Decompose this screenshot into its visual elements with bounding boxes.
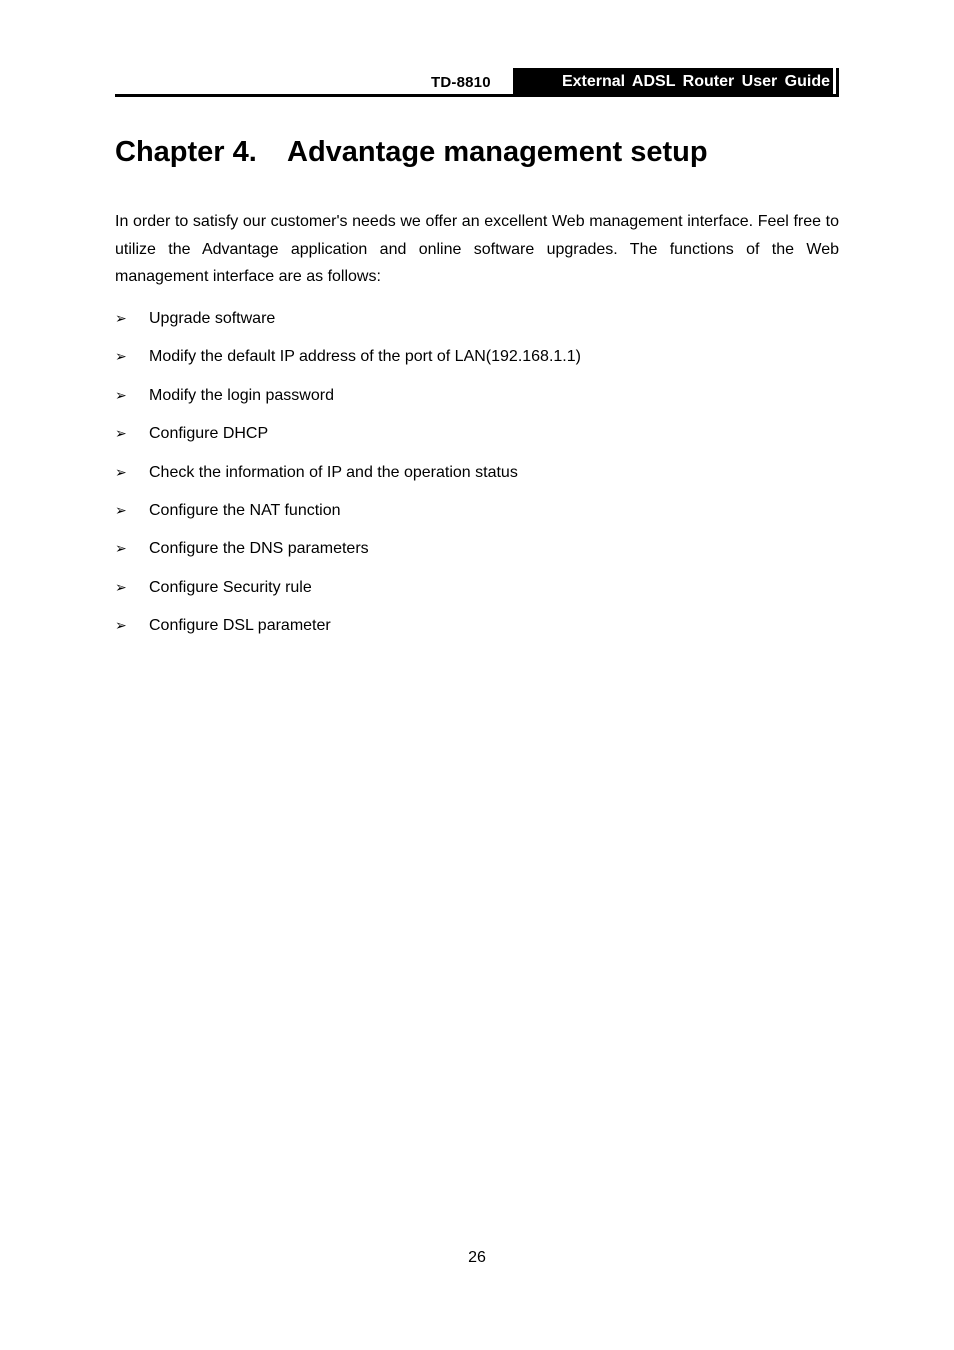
list-item-label: Modify the default IP address of the port of LAN(192.168.1.1) <box>149 348 581 366</box>
list-item-label: Configure DHCP <box>149 425 269 443</box>
chapter-title-text: Advantage management setup <box>287 136 708 168</box>
chapter-title <box>115 136 708 169</box>
list-item-label: Modify the login password <box>149 386 334 404</box>
list-item <box>115 499 839 537</box>
list-item <box>115 576 839 614</box>
list-item-label: Configure the DNS parameters <box>149 540 369 558</box>
arrowhead-bullet-icon: ➢ <box>115 541 127 558</box>
list-item <box>115 307 839 345</box>
chapter-number: Chapter 4. <box>115 136 257 168</box>
list-item-label: Configure Security rule <box>149 578 312 596</box>
list-item-label: Upgrade software <box>149 310 276 327</box>
header-guide-title: External ADSL Router User Guide <box>513 68 833 94</box>
list-item <box>115 614 839 652</box>
header-bar-edge <box>836 68 839 94</box>
page-number: 26 <box>468 1249 486 1266</box>
arrowhead-bullet-icon: ➢ <box>115 502 127 519</box>
list-item-label: Check the information of IP and the operation status <box>149 463 518 481</box>
list-item-label: Configure DSL parameter <box>149 617 331 635</box>
arrowhead-bullet-icon: ➢ <box>115 464 127 481</box>
arrowhead-bullet-icon: ➢ <box>115 618 127 635</box>
arrowhead-bullet-icon: ➢ <box>115 311 127 327</box>
arrowhead-bullet-icon: ➢ <box>115 387 127 404</box>
list-item <box>115 384 839 422</box>
list-item <box>115 422 839 460</box>
intro-paragraph: In order to satisfy our customer's needs we offer an excellent Web management interface. Feel free to utilize the Advantage application and online software upgrades. The functions of the Web management interface are as follows: <box>115 213 839 285</box>
arrowhead-bullet-icon: ➢ <box>115 426 127 443</box>
arrowhead-bullet-icon: ➢ <box>115 349 127 366</box>
page-header <box>115 68 839 97</box>
header-model: TD-8810 <box>431 74 491 91</box>
list-item-label: Configure the NAT function <box>149 501 341 519</box>
list-item <box>115 537 839 575</box>
list-item <box>115 345 839 383</box>
arrowhead-bullet-icon: ➢ <box>115 579 127 596</box>
list-item <box>115 461 839 499</box>
feature-list <box>115 307 839 653</box>
